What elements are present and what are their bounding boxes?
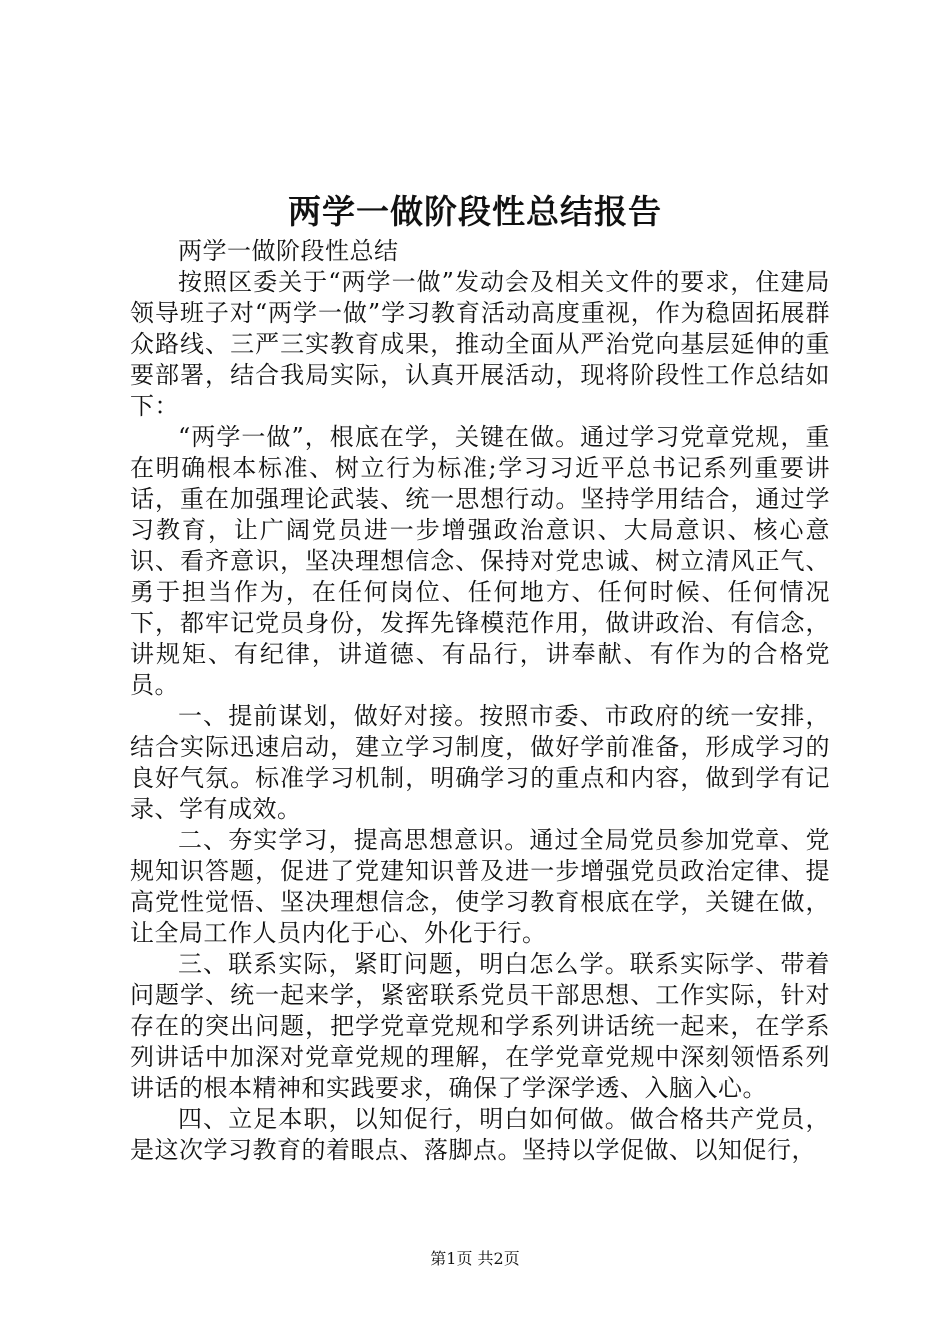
page-footer: 第1页 共2页 (430, 1249, 520, 1268)
body-paragraph: 三、联系实际，紧盯问题，明白怎么学。联系实际学、带着问题学、统一起来学，紧密联系党员干部思想、工作实际，针对存在的突出问题，把学党章党规和学系列讲话统一起来，在学系列讲话中加深对党章党规的理解，在学党章党规中深刻领悟系列讲话的根本精神和实践要求，确保了学深学透、入脑入心。 (130, 950, 830, 1102)
body-paragraph: 一、提前谋划，做好对接。按照市委、市政府的统一安排，结合实际迅速启动，建立学习制度，做好学前准备，形成学习的良好气氛。标准学习机制，明确学习的重点和内容，做到学有记录、学有成效。 (130, 702, 830, 823)
body-paragraph: 二、夯实学习，提高思想意识。通过全局党员参加党章、党规知识答题，促进了党建知识普及进一步增强党员政治定律、提高党性觉悟、坚决理想信念，使学习教育根底在学，关键在做，让全局工作人员内化于心、外化于行。 (130, 826, 830, 947)
document-title: 两学一做阶段性总结报告 (288, 192, 662, 231)
document-body (130, 236, 830, 1166)
body-paragraph: “两学一做”，根底在学，关键在做。通过学习党章党规，重在明确根本标准、树立行为标准;学习习近平总书记系列重要讲话，重在加强理论武装、统一思想行动。坚持学用结合，通过学习教育，让广阔党员进一步增强政治意识、大局意识、核心意识、看齐意识，坚决理想信念、保持对党忠诚、树立清风正气、勇于担当作为，在任何岗位、任何地方、任何时候、任何情况下，都牢记党员身份，发挥先锋模范作用，做讲政治、有信念，讲规矩、有纪律，讲道德、有品行，讲奉献、有作为的合格党员。 (130, 423, 830, 699)
body-paragraph: 四、立足本职，以知促行，明白如何做。做合格共产党员，是这次学习教育的着眼点、落脚点。坚持以学促做、以知促行， (130, 1105, 830, 1164)
body-paragraph: 两学一做阶段性总结 (178, 237, 399, 265)
body-paragraph: 按照区委关于“两学一做”发动会及相关文件的要求，住建局领导班子对“两学一做”学习教育活动高度重视，作为稳固拓展群众路线、三严三实教育成果，推动全面从严治党向基层延伸的重要部署，结合我局实际，认真开展活动，现将阶段性工作总结如下： (130, 268, 830, 420)
